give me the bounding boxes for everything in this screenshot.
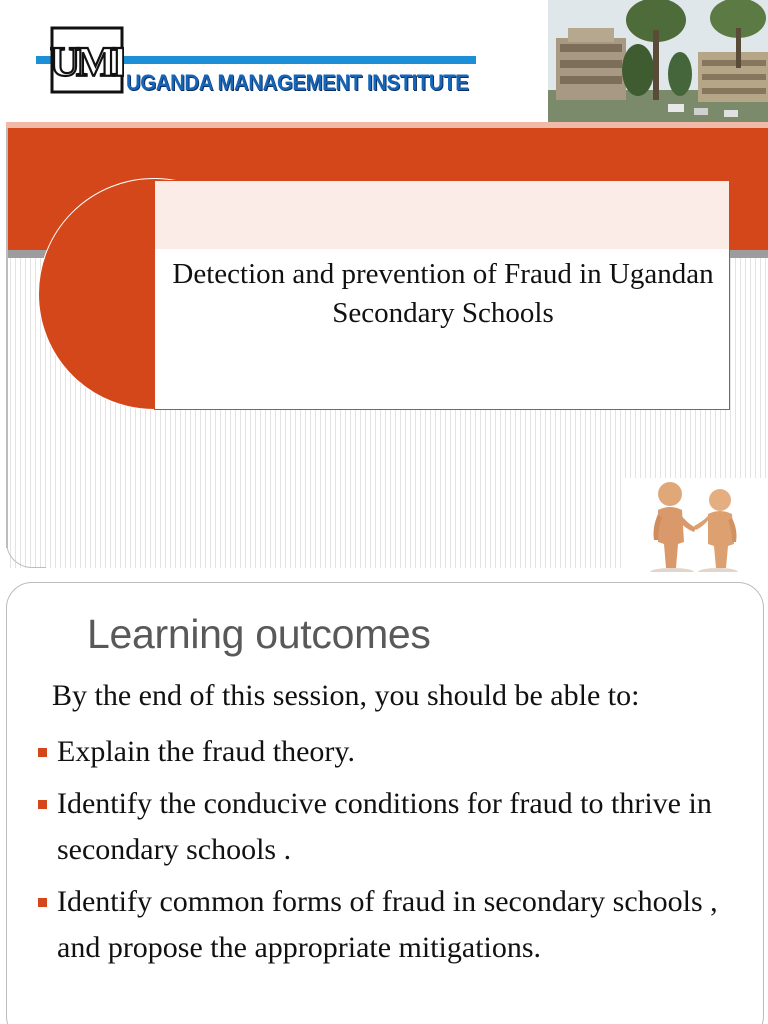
svg-text:UMI: UMI (50, 40, 124, 86)
list-item-text: Identify the conducive conditions for fraud to thrive in secondary schools . (57, 787, 712, 866)
list-item (35, 729, 755, 775)
list-item (35, 879, 755, 971)
institute-name: UGANDA MANAGEMENT INSTITUTE (126, 70, 469, 95)
learning-outcomes-slide (6, 582, 764, 1024)
slide-title: Detection and prevention of Fraud in Ugandan Secondary Schools (172, 258, 714, 329)
title-card (154, 180, 730, 410)
list-item-text: Explain the fraud theory. (57, 735, 355, 768)
slide-heading: Learning outcomes (87, 611, 431, 657)
title-card-tint (155, 181, 729, 249)
campus-photo (548, 0, 768, 122)
handshake-figures-image (622, 478, 768, 572)
list-item (35, 781, 755, 873)
square-bullet-icon (38, 800, 47, 809)
square-bullet-icon (38, 898, 47, 907)
umi-logo (50, 26, 124, 94)
square-bullet-icon (38, 748, 47, 757)
outcomes-list (35, 729, 755, 977)
slide-frame-edge (6, 128, 8, 548)
intro-text: By the end of this session, you should be able to: (52, 679, 640, 712)
list-item-text: Identify common forms of fraud in secondary schools , and propose the appropriate mitigations. (57, 885, 718, 964)
